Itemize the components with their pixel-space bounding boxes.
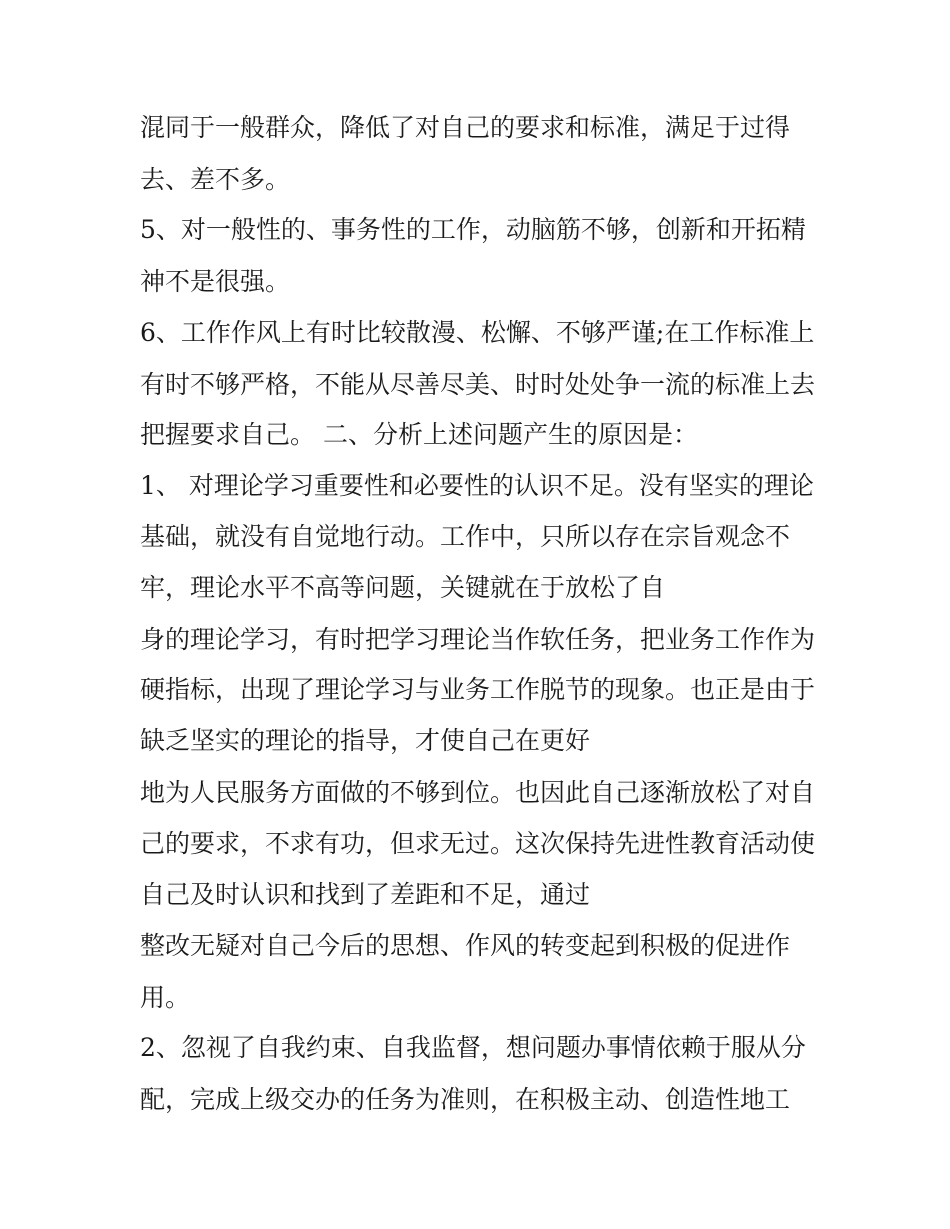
text-line: 缺乏坚实的理论的指导，才使自己在更好 xyxy=(140,726,591,755)
text-line: 用。 xyxy=(140,983,191,1012)
text-line: 5、对一般性的、事务性的工作，动脑筋不够，创新和开拓精 xyxy=(140,215,806,244)
text-line: 牢，理论水平不高等问题，关键就在于放松了自 xyxy=(140,573,666,602)
text-line: 整改无疑对自己今后的思想、作风的转变起到积极的促进作 xyxy=(140,931,791,960)
text-line: 配，完成上级交办的任务为准则，在积极主动、创造性地工 xyxy=(140,1085,791,1114)
text-line: 地为人民服务方面做的不够到位。也因此自己逐渐放松了对自 xyxy=(140,778,816,807)
text-line: 自己及时认识和找到了差距和不足，通过 xyxy=(140,880,591,909)
text-line: 2、忽视了自我约束、自我监督，想问题办事情依赖于服从分 xyxy=(140,1033,806,1062)
text-line: 把握要求自己。 二、分析上述问题产生的原因是： xyxy=(140,420,698,449)
text-line: 1、 对理论学习重要性和必要性的认识不足。没有坚实的理论 xyxy=(140,471,814,500)
text-line: 身的理论学习，有时把学习理论当作软任务，把业务工作作为 xyxy=(140,625,816,654)
text-line: 有时不够严格，不能从尽善尽美、时时处处争一流的标准上去 xyxy=(140,370,816,399)
text-line: 基础，就没有自觉地行动。工作中，只所以存在宗旨观念不 xyxy=(140,522,791,551)
text-line: 去、差不多。 xyxy=(140,165,291,194)
text-line: 混同于一般群众，降低了对自己的要求和标准，满足于过得 xyxy=(140,113,791,142)
text-line: 神不是很强。 xyxy=(140,267,291,296)
text-line: 己的要求，不求有功，但求无过。这次保持先进性教育活动使 xyxy=(140,829,816,858)
text-line: 6、工作作风上有时比较散漫、松懈、不够严谨;在工作标准上 xyxy=(140,318,815,347)
text-line: 硬指标，出现了理论学习与业务工作脱节的现象。也正是由于 xyxy=(140,675,816,704)
